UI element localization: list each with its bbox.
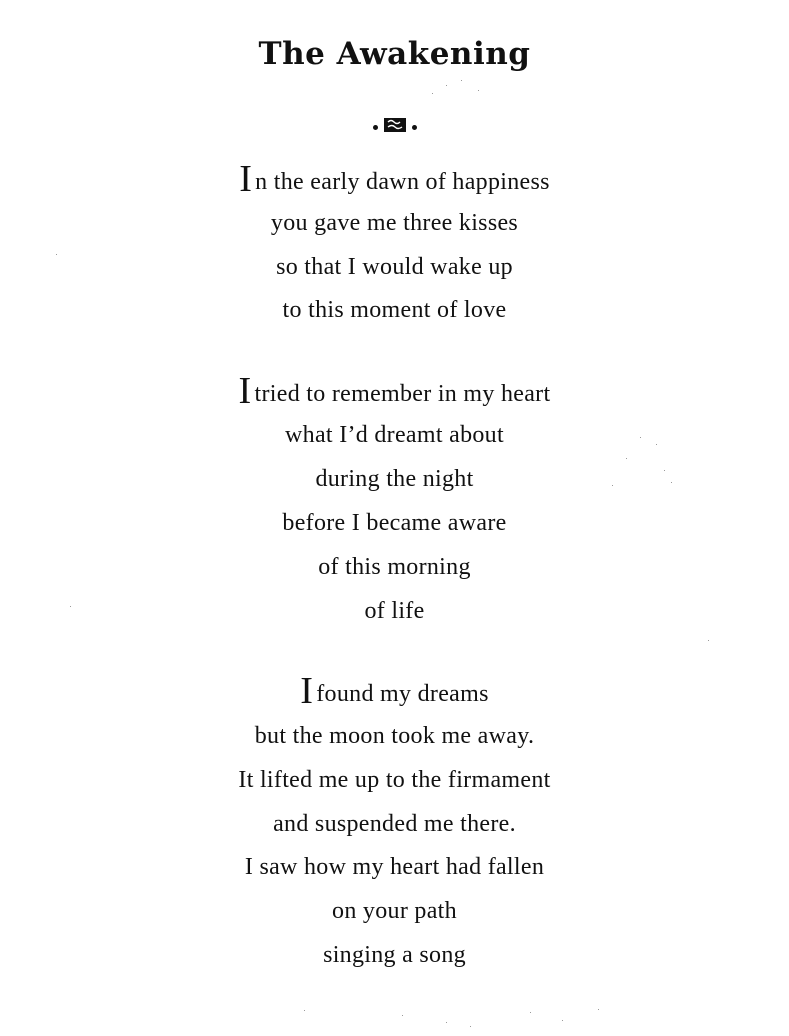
stanza3-line-4: and suspended me there. [273, 811, 516, 837]
stanza3-line-1-text: found my dreams [316, 681, 489, 707]
scan-speck [562, 1020, 563, 1021]
stanza3-drop-cap: I [300, 670, 314, 712]
stanza2-line-4: before I became aware [282, 510, 507, 536]
stanza3-line-7: singing a song [323, 942, 466, 968]
scan-speck [626, 458, 627, 459]
ornament-dot-left [373, 125, 378, 130]
stanza2-line-2: what I’d dreamt about [285, 422, 504, 448]
scan-speck [304, 1010, 305, 1011]
scan-speck [664, 470, 665, 471]
scan-speck [708, 640, 709, 641]
stanza2-line-5: of this morning [318, 554, 471, 580]
title-ornament [0, 117, 789, 137]
scan-speck [671, 482, 672, 483]
scan-speck [446, 1022, 447, 1023]
ornament-dot-right [412, 125, 417, 130]
stanza3-line-1 [0, 670, 789, 712]
scan-speck [461, 80, 462, 81]
stanza3-line-3: It lifted me up to the firmament [238, 767, 551, 793]
scan-speck [56, 254, 57, 255]
scan-speck [612, 485, 613, 486]
scan-speck [402, 1015, 403, 1016]
scan-speck [70, 606, 71, 607]
ornament-emblem-icon [383, 117, 407, 138]
scan-speck [446, 85, 447, 86]
stanza3-line-6: on your path [332, 898, 457, 924]
stanza2-line-1-text: tried to remember in my heart [254, 381, 551, 407]
stanza3-line-5: I saw how my heart had fallen [244, 854, 545, 880]
scan-speck [656, 444, 657, 445]
stanza2-line-1 [0, 370, 789, 412]
stanza1-drop-cap: I [239, 158, 253, 200]
scan-speck [478, 90, 479, 91]
stanza2-line-6: of life [364, 598, 425, 624]
stanza3-line-2: but the moon took me away. [254, 723, 535, 749]
scan-speck [598, 1009, 599, 1010]
stanza1-line-3: so that I would wake up [276, 254, 513, 280]
stanza2-line-3: during the night [315, 466, 474, 492]
stanza1-line-2: you gave me three kisses [270, 210, 519, 236]
stanza2-drop-cap: I [238, 370, 252, 412]
scan-speck [530, 1012, 531, 1013]
poem-title: The Awakening [258, 36, 531, 72]
scan-speck [432, 93, 433, 94]
scan-speck [470, 1026, 471, 1027]
stanza1-line-1 [0, 158, 789, 200]
stanza1-line-4: to this moment of love [282, 297, 507, 323]
stanza1-line-1-text: n the early dawn of happiness [255, 169, 550, 195]
scan-speck [640, 437, 641, 438]
